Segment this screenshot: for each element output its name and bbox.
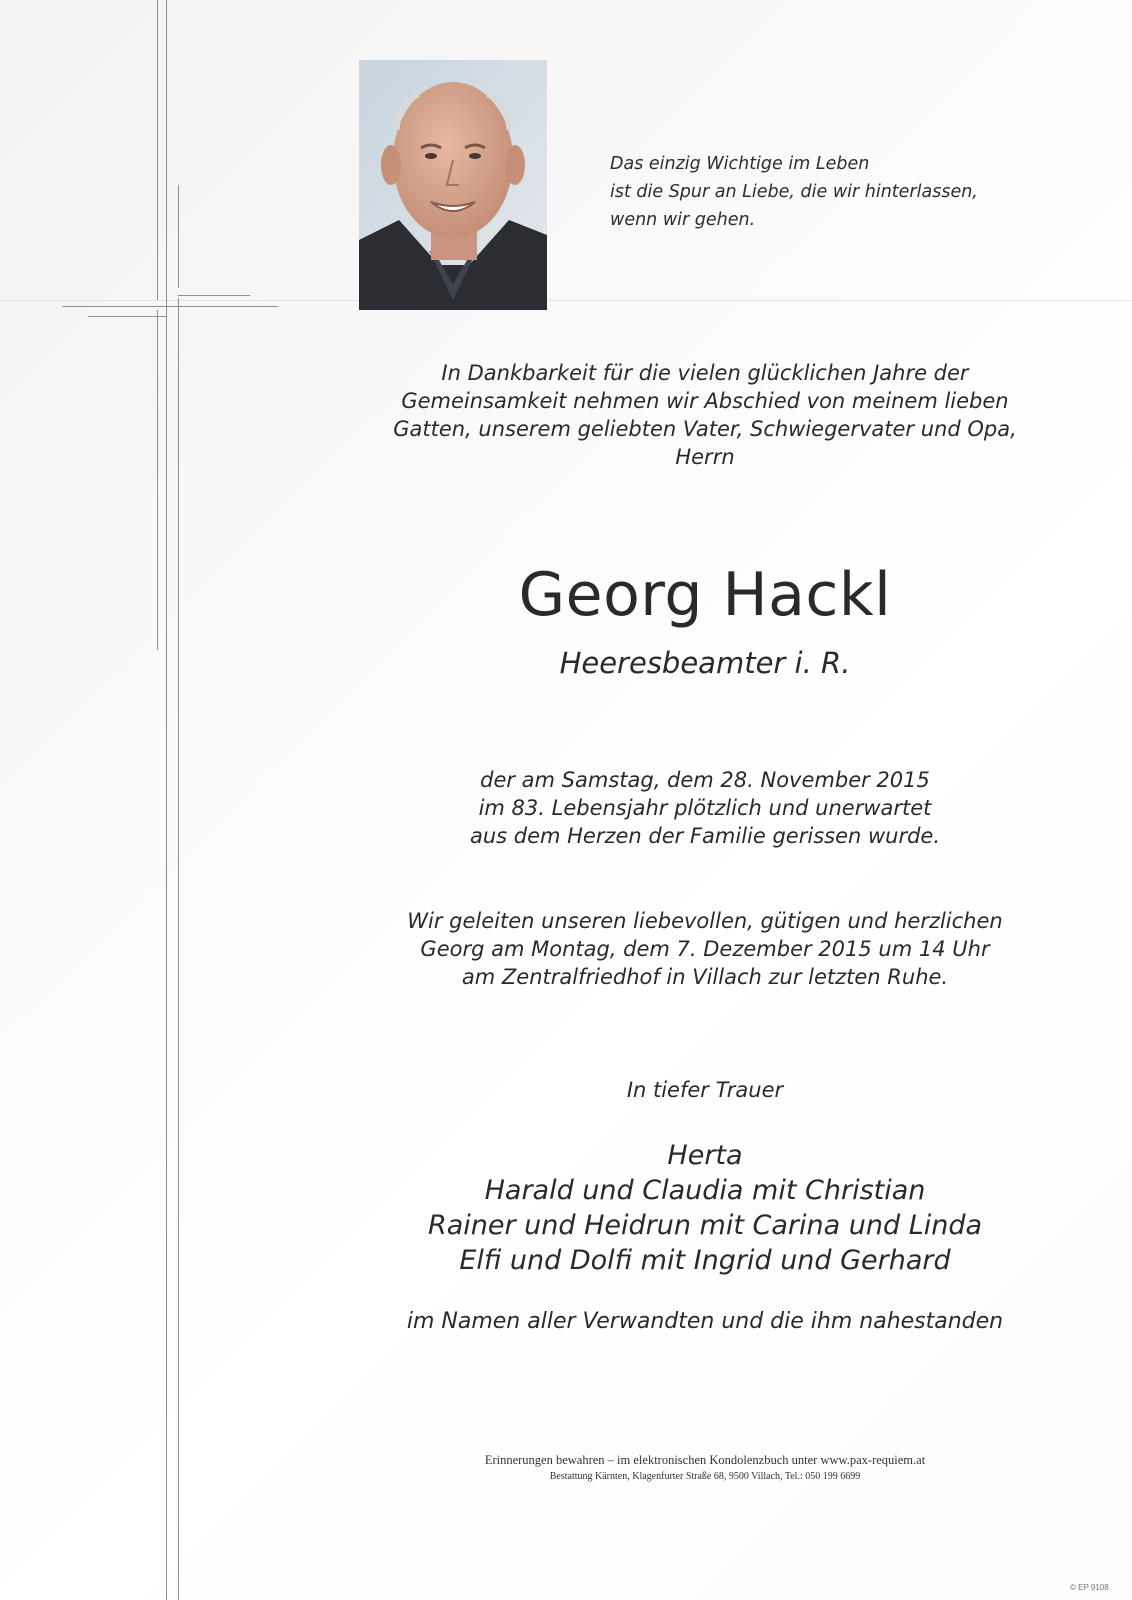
family-member: Rainer und Heidrun mit Carina und Linda xyxy=(427,1210,983,1241)
intro-line: Herrn xyxy=(675,445,735,469)
intro-line: Gemeinsamkeit nehmen wir Abschied von meinem lieben xyxy=(401,389,1009,413)
death-notice xyxy=(340,766,1070,850)
quote xyxy=(610,150,1030,234)
family-list xyxy=(340,1138,1070,1278)
funeral-line: Wir geleiten unseren liebevollen, gütigen und herzlichen xyxy=(407,909,1003,933)
family-member: Herta xyxy=(667,1140,743,1171)
footer-condolence: Erinnerungen bewahren – im elektronischen Kondolenzbuch unter www.pax-requiem.at xyxy=(484,1453,926,1467)
death-line: im 83. Lebensjahr plötzlich und unerwartet xyxy=(478,796,932,820)
death-line: aus dem Herzen der Familie gerissen wurde. xyxy=(469,824,941,848)
quote-line: ist die Spur an Liebe, die wir hinterlassen, xyxy=(610,182,978,202)
document-code: © EP 9108 xyxy=(1070,1583,1109,1592)
death-line: der am Samstag, dem 28. November 2015 xyxy=(480,768,930,792)
funeral-line: Georg am Montag, dem 7. Dezember 2015 um 14 Uhr xyxy=(420,937,990,961)
quote-line: wenn wir gehen. xyxy=(610,210,756,230)
quote-line: Das einzig Wichtige im Leben xyxy=(610,154,870,174)
intro-line: In Dankbarkeit für die vielen glücklichen Jahre der xyxy=(441,361,969,385)
portrait-photo xyxy=(359,60,547,310)
family-member: Harald und Claudia mit Christian xyxy=(484,1175,926,1206)
deceased-name: Georg Hackl xyxy=(518,560,892,630)
family-member: Elfi und Dolfi mit Ingrid und Gerhard xyxy=(459,1245,951,1276)
deceased-title: Heeresbeamter i. R. xyxy=(559,646,851,680)
intro-text xyxy=(340,359,1070,471)
funeral-line: am Zentralfriedhof in Villach zur letzten Ruhe. xyxy=(461,965,949,989)
footer-funeral-home: Bestattung Kärnten, Klagenfurter Straße 68, 9500 Villach, Tel.: 050 199 6699 xyxy=(549,1471,861,1482)
relatives-note: im Namen aller Verwandten und die ihm nahestanden xyxy=(406,1309,1004,1334)
funeral-notice xyxy=(340,907,1070,991)
mourning-heading: In tiefer Trauer xyxy=(626,1078,784,1102)
intro-line: Gatten, unserem geliebten Vater, Schwiegervater und Opa, xyxy=(393,417,1017,441)
fold-line xyxy=(0,300,1132,301)
